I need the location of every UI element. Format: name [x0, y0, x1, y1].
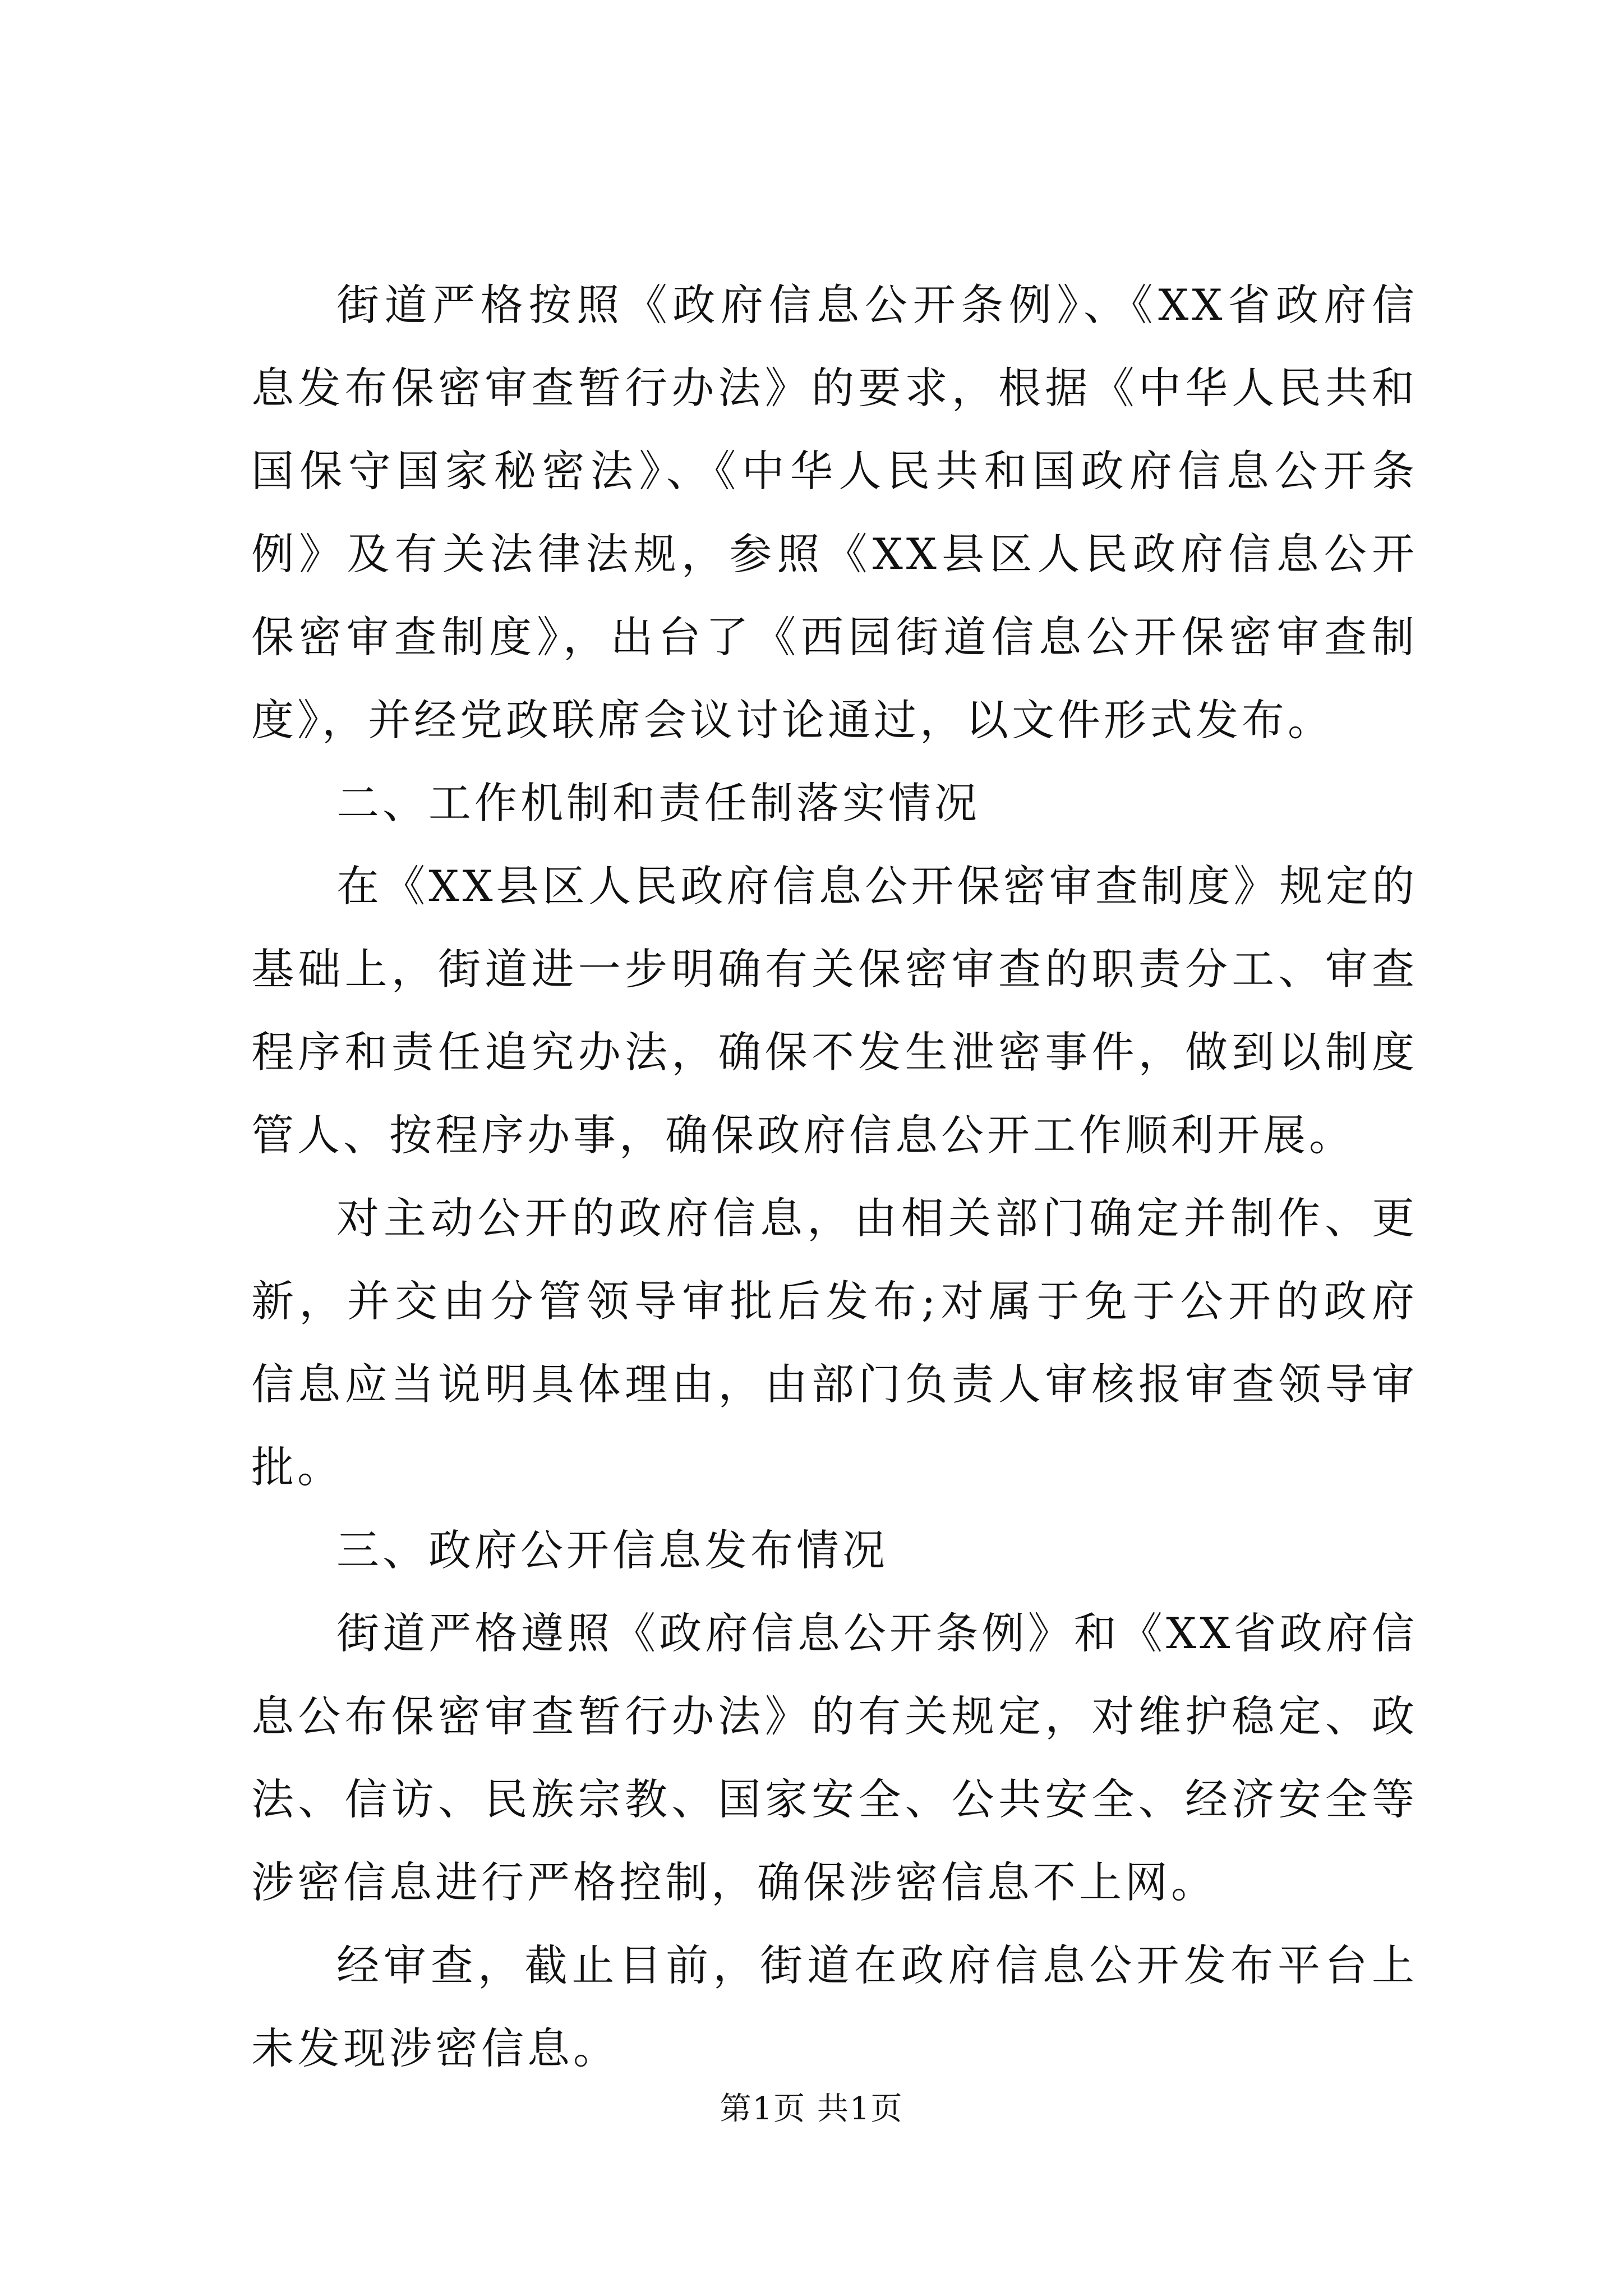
section-heading-publication: 三、政府公开信息发布情况 — [336, 1525, 888, 1575]
section-heading-work-mechanism: 二、工作机制和责任制落实情况 — [336, 778, 980, 828]
paragraph-confidentiality-system: 街道严格按照《政府信息公开条例》、《XX省政府信息发布保密审查暂行办法》的要求，根据《中华人民共和国保守国家秘密法》、《中华人民共和国政府信息公开条例》及有关法律法规，参照《XX县区人民政府信息公开保密审查制度》，出台了《西园街道信息公开保密审查制度》，并经党政联席会议讨论通过，以文件形式发布。 — [251, 280, 1418, 745]
paragraph-active-disclosure: 对主动公开的政府信息，由相关部门确定并制作、更新，并交由分管领导审批后发布;对属于免于公开的政府信息应当说明具体理由，由部门负责人审核报审查领导审批。 — [251, 1193, 1418, 1492]
document-body — [251, 264, 1418, 2090]
paragraph-responsibility: 在《XX县区人民政府信息公开保密审查制度》规定的基础上，街道进一步明确有关保密审查的职责分工、审查程序和责任追究办法，确保不发生泄密事件，做到以制度管人、按程序办事，确保政府信息公开工作顺利开展。 — [251, 861, 1418, 1160]
paragraph-classified-control: 街道严格遵照《政府信息公开条例》和《XX省政府信息公布保密审查暂行办法》的有关规定，对维护稳定、政法、信访、民族宗教、国家安全、公共安全、经济安全等涉密信息进行严格控制，确保涉密信息不上网。 — [251, 1608, 1418, 1907]
paragraph-review-result: 经审查，截止目前，街道在政府信息公开发布平台上未发现涉密信息。 — [251, 1940, 1418, 2073]
page-number-footer: 第1页 共1页 — [720, 2091, 903, 2127]
